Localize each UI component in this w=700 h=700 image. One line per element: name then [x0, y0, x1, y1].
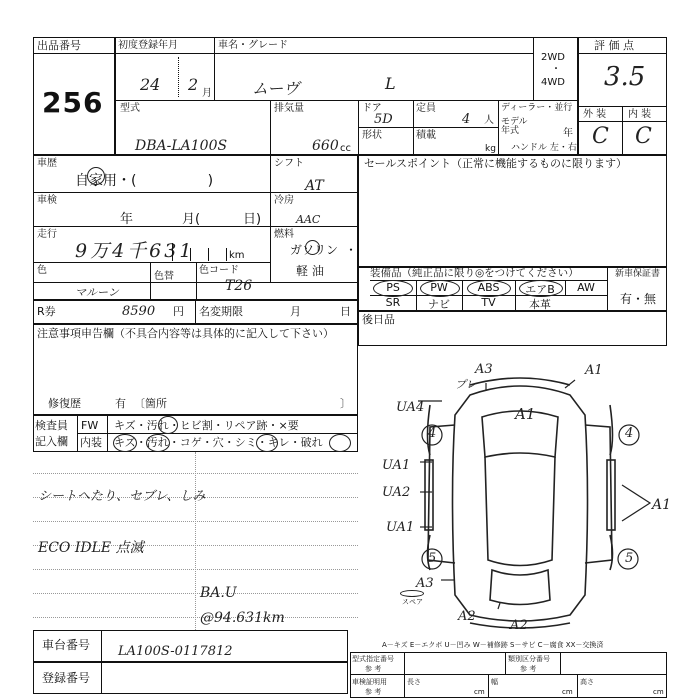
mark-a2-left: A2 — [458, 609, 476, 624]
remark-line-3: BA.U — [200, 585, 237, 601]
recorder-label: 記入欄 — [35, 435, 68, 448]
chassis-value: LA100S-0117812 — [118, 644, 233, 659]
model-name: ムーヴ — [252, 79, 300, 98]
score-value: 3.5 — [604, 62, 646, 92]
history-circle — [87, 167, 105, 185]
tear-circle-int — [329, 434, 351, 452]
kg-unit: kg — [485, 144, 496, 154]
shimi-circle-int — [256, 434, 278, 452]
sales-point-box — [358, 155, 667, 267]
category-ref: 参 考 — [520, 665, 537, 673]
height-label: 高さ — [580, 678, 594, 686]
capacity-label: 定員 — [416, 103, 436, 114]
equipment-label: 装備品（純正品に限り◎をつけてください） — [370, 267, 579, 279]
reg-month-unit: 月 — [202, 88, 212, 99]
capacity-value: 4 — [462, 112, 471, 127]
damage-legend: A－キズ E－エクボ U－凹み W－補修跡 S－サビ C－腐食 XX－交換済 — [382, 641, 604, 649]
interior-grade: C — [635, 124, 652, 149]
recycle-label: R券 — [37, 305, 56, 318]
cert-ref: 参 考 — [365, 688, 382, 696]
handle-label: ハンドル 左・右 — [511, 143, 577, 153]
history-text: 自家用・( ) — [75, 173, 214, 189]
person-unit: 人 — [484, 115, 494, 126]
history-label: 車歴 — [37, 158, 57, 169]
pw-circle — [420, 280, 460, 297]
mileage-value: 9万4千631 — [75, 240, 195, 262]
model-year-label: モデル年式 — [501, 117, 528, 136]
mileage-digit-box — [172, 243, 228, 261]
width-cm: cm — [562, 688, 573, 696]
scratch-circle-int — [113, 434, 137, 452]
remark-line-1: シートヘたり、セブレ、しみ — [38, 489, 206, 504]
dealer-label: ディーラー・並行 — [501, 103, 573, 113]
height-cm: cm — [653, 688, 664, 696]
equip-pw: PW — [430, 281, 448, 294]
ps-circle — [373, 280, 413, 297]
fuel-dot: ・ — [345, 243, 358, 257]
first-reg-label: 初度登録年月 — [118, 40, 178, 51]
spare-icon — [400, 590, 424, 597]
repair-part-close: 〕 — [340, 397, 351, 410]
notes-label: 注意事項申告欄（不具合内容等は具体的に記入して下さい） — [37, 327, 334, 340]
fuel-circle — [305, 240, 320, 255]
grade: L — [385, 74, 396, 93]
mark-a1-hood: A1 — [515, 405, 536, 423]
int-items: キズ・汚れ・コゲ・穴・シミ・キレ・破れ — [114, 436, 323, 449]
reg-month: 2 — [188, 75, 199, 94]
fuel-diesel: 軽 油 — [296, 264, 324, 278]
repair-value: 有 — [115, 397, 126, 410]
shape-label: 形状 — [362, 130, 382, 141]
type-value: DBA-LA100S — [135, 138, 228, 154]
mark-a1-top: A1 — [585, 363, 603, 378]
door-value: 5D — [374, 112, 393, 127]
length-label: 長さ — [407, 678, 421, 686]
warranty-value: 有・無 — [620, 292, 657, 306]
equip-abs: ABS — [477, 281, 500, 294]
mark-4-left: 4 — [428, 426, 437, 441]
cooler-label: 冷房 — [274, 195, 294, 206]
color-code-value: T26 — [225, 278, 253, 294]
length-cm: cm — [474, 688, 485, 696]
retrofit-box — [358, 311, 667, 346]
equip-aw: AW — [577, 281, 595, 294]
interior-check-label: 内装 — [80, 436, 102, 449]
payload-label: 積載 — [416, 130, 436, 141]
year-unit: 年 — [563, 128, 573, 139]
drive-4wd: 4WD — [541, 77, 565, 88]
color-code-label: 色コード — [199, 265, 239, 276]
equip-leather: 本革 — [529, 298, 551, 311]
shaken-day-unit: 日) — [243, 212, 262, 227]
name-change-label: 名変期限 — [199, 305, 243, 318]
interior-label: 内 装 — [628, 109, 652, 120]
shaken-label: 車検 — [37, 195, 57, 206]
shaken-month-unit: 月( — [182, 212, 201, 227]
exterior-label: 外 装 — [583, 109, 607, 120]
chassis-label: 車台番号 — [42, 638, 91, 652]
model-name-label: 車名・グレード — [218, 40, 288, 51]
lot-label: 出品番号 — [37, 39, 81, 52]
exterior-grade: C — [592, 124, 609, 149]
recycle-value: 8590 — [122, 304, 156, 319]
shaken-year-unit: 年 — [120, 212, 134, 227]
stain-circle-fw — [158, 416, 178, 434]
retrofit-label: 後日品 — [362, 313, 395, 326]
name-change-month: 月 — [290, 305, 301, 318]
drive-2wd: 2WD — [541, 52, 565, 63]
displacement-label: 排気量 — [274, 103, 304, 114]
stain-circle-int — [146, 434, 170, 452]
type-designation-label: 型式指定番号 — [352, 655, 394, 663]
mark-a3-top: A3 — [475, 362, 493, 377]
mark-5-right: 5 — [625, 551, 634, 566]
door-label: ドア — [362, 103, 382, 114]
inspector-label: 検査員 — [35, 419, 68, 432]
score-label: 評 価 点 — [594, 39, 634, 52]
fw-label: FW — [81, 419, 99, 432]
spare-label: スペア — [402, 598, 423, 606]
mark-pre: プレ — [455, 378, 477, 391]
recycle-yen: 円 — [173, 305, 184, 318]
repair-label: 修復歴 — [48, 397, 81, 410]
type-designation-ref: 参 考 — [365, 665, 382, 673]
fuel-label: 燃料 — [274, 229, 294, 240]
lot-number: 256 — [42, 86, 104, 119]
mark-a2-right: A2 — [510, 618, 528, 633]
remark-line-2: ECO IDLE 点滅 — [38, 540, 144, 556]
mark-ua2: UA2 — [382, 485, 411, 500]
warranty-label: 新車保証書 — [615, 269, 661, 279]
drive-dot: ・ — [551, 64, 561, 75]
abs-circle — [467, 280, 511, 297]
airbag-circle — [519, 280, 563, 297]
width-label: 幅 — [491, 678, 498, 686]
mileage-label: 走行 — [37, 229, 57, 240]
cc-unit: cc — [340, 143, 351, 154]
mileage-km: km — [229, 250, 245, 261]
mark-ua1-upper: UA1 — [382, 458, 411, 473]
color-value: マルーン — [75, 286, 119, 299]
equip-navi: ナビ — [428, 298, 450, 311]
mark-a3-bottom: A3 — [416, 576, 434, 591]
mark-ua4: UA4 — [396, 400, 425, 415]
equip-ps: PS — [386, 281, 400, 294]
mark-a1-right: A1 — [652, 497, 672, 513]
category-label: 類別区分番号 — [508, 655, 550, 663]
remark-line-4: @94.631km — [200, 610, 285, 626]
mark-5-left: 5 — [428, 551, 437, 566]
mark-4-right: 4 — [625, 426, 634, 441]
shift-value: AT — [305, 178, 324, 194]
fw-items: キズ・汚れ・ヒビ割・リペア跡・×要 — [114, 419, 299, 432]
reg-no-label: 登録番号 — [42, 671, 91, 685]
top-row-box — [115, 37, 578, 101]
displacement-value: 660 — [312, 138, 339, 154]
repaint-label: 色替 — [154, 271, 174, 282]
fuel-gasoline: ガソリン — [290, 243, 339, 257]
name-change-day: 日 — [340, 305, 351, 318]
cert-label: 車検証明用 — [352, 678, 387, 686]
repair-part-label: 〔箇所 — [134, 397, 167, 410]
equip-airbag: エアB — [525, 283, 555, 296]
color-label: 色 — [37, 265, 47, 276]
type-label: 型式 — [120, 103, 140, 114]
equip-tv: TV — [481, 296, 496, 309]
equip-sr: SR — [385, 296, 401, 309]
shift-label: シフト — [274, 158, 304, 169]
reg-year: 24 — [140, 75, 161, 94]
mark-ua1-lower: UA1 — [386, 520, 415, 535]
cooler-value: AAC — [296, 213, 321, 226]
sales-point-label: セールスポイント（正常に機能するものに限ります） — [364, 157, 628, 170]
